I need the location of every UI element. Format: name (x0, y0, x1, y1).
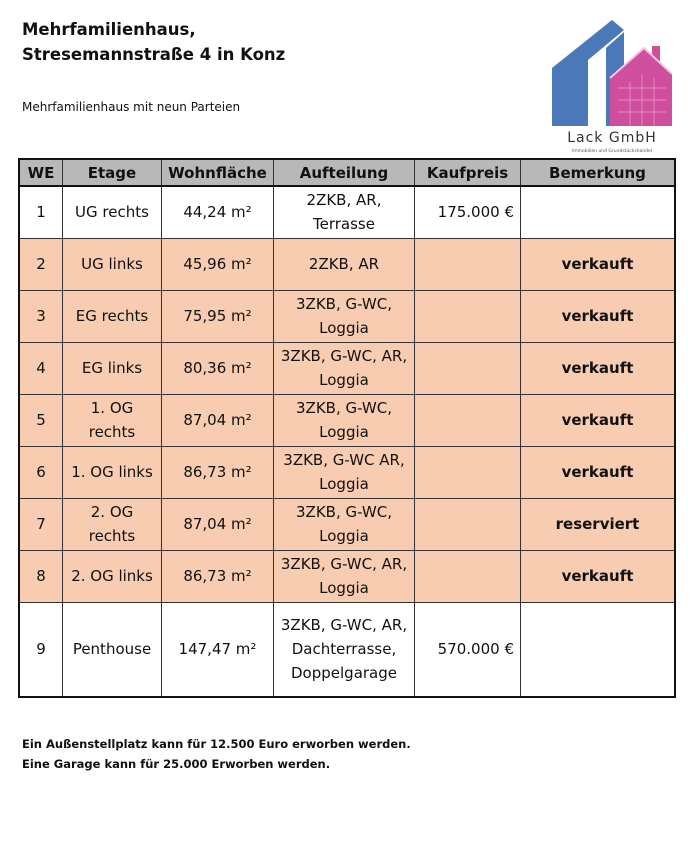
logo-company-name: Lack GmbH (567, 130, 657, 146)
cell-etage: 1. OG links (63, 446, 162, 498)
table-row (19, 342, 675, 394)
cell-flaeche: 86,73 m² (162, 446, 274, 498)
table-row (19, 238, 675, 290)
cell-aufteilung: 2ZKB, AR (274, 238, 415, 290)
cell-flaeche: 87,04 m² (162, 394, 274, 446)
cell-preis (415, 446, 521, 498)
col-header-etage: Etage (63, 159, 162, 186)
cell-preis (415, 550, 521, 602)
title-line-1: Mehrfamilienhaus, (22, 20, 196, 39)
cell-flaeche: 147,47 m² (162, 602, 274, 697)
cell-we: 1 (19, 186, 63, 238)
cell-we: 4 (19, 342, 63, 394)
page-subtitle: Mehrfamilienhaus mit neun Parteien (22, 100, 241, 114)
table-row (19, 394, 675, 446)
cell-etage: EG rechts (63, 290, 162, 342)
table-row (19, 550, 675, 602)
cell-flaeche: 75,95 m² (162, 290, 274, 342)
cell-etage: 2. OG rechts (63, 498, 162, 550)
cell-aufteilung: 3ZKB, G-WC, AR, Dachterrasse, Doppelgarage (274, 602, 415, 697)
cell-bemerkung: verkauft (521, 290, 676, 342)
cell-bemerkung: reserviert (521, 498, 676, 550)
cell-preis (415, 394, 521, 446)
cell-bemerkung (521, 186, 676, 238)
cell-aufteilung: 3ZKB, G-WC, Loggia (274, 498, 415, 550)
cell-bemerkung (521, 602, 676, 697)
cell-aufteilung: 2ZKB, AR, Terrasse (274, 186, 415, 238)
house-logo-icon (548, 18, 676, 130)
cell-etage: Penthouse (63, 602, 162, 697)
cell-preis: 175.000 € (415, 186, 521, 238)
cell-preis (415, 342, 521, 394)
cell-we: 3 (19, 290, 63, 342)
table-row (19, 602, 675, 697)
cell-we: 7 (19, 498, 63, 550)
cell-we: 8 (19, 550, 63, 602)
cell-preis (415, 238, 521, 290)
cell-we: 2 (19, 238, 63, 290)
cell-bemerkung: verkauft (521, 342, 676, 394)
cell-bemerkung: verkauft (521, 550, 676, 602)
cell-we: 6 (19, 446, 63, 498)
cell-etage: 1. OG rechts (63, 394, 162, 446)
cell-aufteilung: 3ZKB, G-WC AR, Loggia (274, 446, 415, 498)
table-row (19, 186, 675, 238)
footer-note-stellplatz: Ein Außenstellplatz kann für 12.500 Euro erworben werden. (22, 737, 411, 751)
cell-aufteilung: 3ZKB, G-WC, AR, Loggia (274, 550, 415, 602)
col-header-bemerkung: Bemerkung (521, 159, 676, 186)
table-row (19, 446, 675, 498)
table-row (19, 290, 675, 342)
cell-preis (415, 498, 521, 550)
cell-we: 5 (19, 394, 63, 446)
col-header-we: WE (19, 159, 63, 186)
cell-bemerkung: verkauft (521, 394, 676, 446)
cell-etage: UG rechts (63, 186, 162, 238)
cell-bemerkung: verkauft (521, 238, 676, 290)
col-header-kaufpreis: Kaufpreis (415, 159, 521, 186)
page-title (22, 17, 285, 67)
cell-bemerkung: verkauft (521, 446, 676, 498)
cell-aufteilung: 3ZKB, G-WC, AR, Loggia (274, 342, 415, 394)
table-header-row (19, 159, 675, 186)
footer-notes (22, 734, 411, 774)
title-line-2: Stresemannstraße 4 in Konz (22, 45, 286, 64)
cell-we: 9 (19, 602, 63, 697)
col-header-aufteilung: Aufteilung (274, 159, 415, 186)
cell-aufteilung: 3ZKB, G-WC, Loggia (274, 394, 415, 446)
cell-flaeche: 44,24 m² (162, 186, 274, 238)
table-row (19, 498, 675, 550)
cell-flaeche: 80,36 m² (162, 342, 274, 394)
cell-flaeche: 87,04 m² (162, 498, 274, 550)
cell-flaeche: 86,73 m² (162, 550, 274, 602)
footer-note-garage: Eine Garage kann für 25.000 Erworben werden. (22, 757, 331, 771)
cell-etage: EG links (63, 342, 162, 394)
cell-aufteilung: 3ZKB, G-WC, Loggia (274, 290, 415, 342)
col-header-wohnflaeche: Wohnfläche (162, 159, 274, 186)
cell-preis: 570.000 € (415, 602, 521, 697)
cell-preis (415, 290, 521, 342)
units-table (18, 158, 676, 698)
company-logo (548, 18, 676, 158)
logo-tagline: Immobilien und Grundstückshandel (571, 149, 653, 154)
cell-etage: UG links (63, 238, 162, 290)
cell-etage: 2. OG links (63, 550, 162, 602)
cell-flaeche: 45,96 m² (162, 238, 274, 290)
